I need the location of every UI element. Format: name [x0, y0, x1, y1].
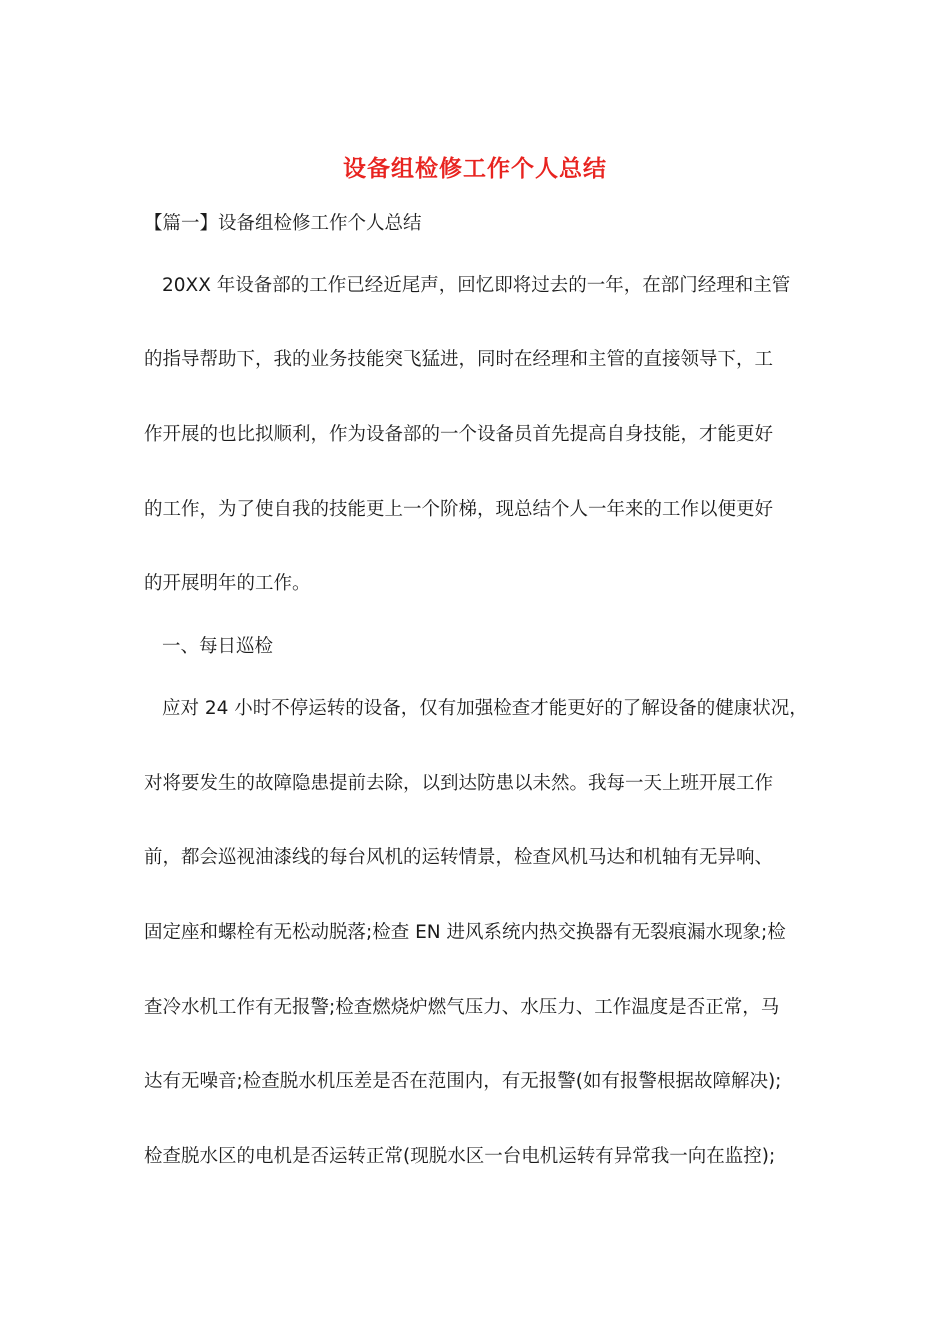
paragraph-line: 前，都会巡视油漆线的每台风机的运转情景，检查风机马达和机轴有无异响、	[144, 847, 774, 868]
document-subtitle: 【篇一】设备组检修工作个人总结	[144, 213, 422, 234]
paragraph-line: 检查脱水区的电机是否运转正常(现脱水区一台电机运转有异常我一向在监控);	[144, 1146, 776, 1167]
paragraph-line: 应对 24 小时不停运转的设备，仅有加强检查才能更好的了解设备的健康状况，	[162, 698, 808, 719]
paragraph-line: 的指导帮助下，我的业务技能突飞猛进，同时在经理和主管的直接领导下，工	[144, 349, 774, 370]
document-title: 设备组检修工作个人总结	[343, 155, 607, 182]
paragraph-line: 的开展明年的工作。	[144, 573, 311, 594]
paragraph-line: 固定座和螺栓有无松动脱落;检查 EN 进风系统内热交换器有无裂痕漏水现象;检	[144, 922, 786, 943]
paragraph-line: 的工作，为了使自我的技能更上一个阶梯，现总结个人一年来的工作以便更好	[144, 499, 774, 520]
section-heading-daily-inspection: 一、每日巡检	[162, 636, 274, 657]
paragraph-line: 作开展的也比拟顺利，作为设备部的一个设备员首先提高自身技能，才能更好	[144, 424, 774, 445]
paragraph-line: 达有无噪音;检查脱水机压差是否在范围内，有无报警(如有报警根据故障解决);	[144, 1071, 782, 1092]
paragraph-line: 查冷水机工作有无报警;检查燃烧炉燃气压力、水压力、工作温度是否正常，马	[144, 997, 780, 1018]
paragraph-line: 20XX 年设备部的工作已经近尾声，回忆即将过去的一年，在部门经理和主管	[162, 275, 791, 296]
paragraph-line: 对将要发生的故障隐患提前去除，以到达防患以未然。我每一天上班开展工作	[144, 773, 774, 794]
